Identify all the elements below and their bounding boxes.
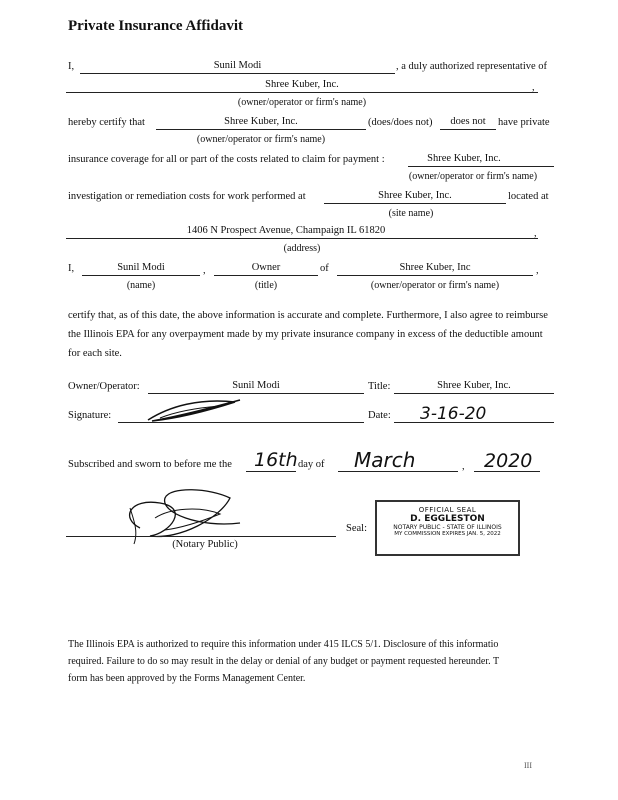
line3-caption: (owner/operator or firm's name) [196, 134, 326, 145]
sworn-day-of: day of [298, 459, 325, 470]
sworn-day-underline [246, 471, 296, 472]
sworn-day-handwritten[interactable]: 16th [254, 449, 298, 471]
notary-caption: (Notary Public) [172, 539, 238, 550]
date-handwritten[interactable]: 3-16-20 [420, 404, 487, 424]
owner-field[interactable]: Sunil Modi [232, 380, 280, 391]
line2-firm-field[interactable]: Shree Kuber, Inc. [265, 79, 339, 90]
line7-name-underline [82, 275, 200, 276]
notary-underline [66, 536, 336, 537]
title-label: Title: [368, 381, 391, 392]
line5-site-underline [324, 203, 506, 204]
owner-underline [148, 393, 364, 394]
line7-comma1: , [203, 265, 206, 276]
line5-caption: (site name) [388, 208, 434, 219]
date-label: Date: [368, 410, 391, 421]
line2-comma: , [532, 82, 535, 93]
line5-site-field[interactable]: Shree Kuber, Inc. [378, 190, 452, 201]
line3-does-field[interactable]: does not [450, 116, 486, 127]
line2-caption: (owner/operator or firm's name) [237, 97, 367, 108]
seal-line2: D. EGGLESTON [410, 514, 485, 524]
line2-underline [66, 92, 538, 93]
line7-title-underline [214, 275, 318, 276]
line7-name-caption: (name) [126, 280, 156, 291]
official-seal-stamp [375, 500, 520, 556]
line4-firm-underline [408, 166, 554, 167]
line7-lead: I, [68, 263, 75, 274]
line1-lead: I, [68, 61, 75, 72]
line6-comma: , [534, 228, 537, 239]
line3-firm-underline [156, 129, 366, 130]
sworn-month-handwritten[interactable]: March [354, 448, 416, 472]
line7-firm-underline [337, 275, 533, 276]
seal-line3: NOTARY PUBLIC - STATE OF ILLINOIS [393, 524, 502, 531]
footer-line3: form has been approved by the Forms Management Center. [68, 673, 306, 684]
line5-lead: investigation or remediation costs for work performed at [68, 191, 306, 202]
line7-comma2: , [536, 265, 539, 276]
line4-lead: insurance coverage for all or part of the costs related to claim for payment : [68, 154, 385, 165]
line7-title-caption: (title) [254, 280, 278, 291]
line3-does-underline [440, 129, 496, 130]
line3-trail: have private [498, 117, 550, 128]
sworn-lead: Subscribed and sworn to before me the [68, 459, 232, 470]
page-mark: III [524, 761, 532, 770]
footer-line1: The Illinois EPA is authorized to require this information under 415 ILCS 5/1. Disclosure of this informatio [68, 639, 499, 650]
page-title: Private Insurance Affidavit [68, 18, 243, 34]
line7-name-field[interactable]: Sunil Modi [117, 262, 165, 273]
sworn-year-handwritten[interactable]: 2020 [484, 450, 533, 472]
line4-caption: (owner/operator or firm's name) [408, 171, 538, 182]
title-underline [394, 393, 554, 394]
owner-signature-drawing [140, 396, 250, 426]
title-field[interactable]: Shree Kuber, Inc. [437, 380, 511, 391]
certify-paragraph: certify that, as of this date, the above information is accurate and complete. Furthermore, I also agree to reimburse the Illinois EPA for any overpayment made by my private insurance company in excess of the deductible amount for each site. [68, 310, 548, 359]
line6-underline [66, 238, 538, 239]
line7-of: of [320, 263, 329, 274]
footer-notice [68, 636, 558, 687]
sworn-comma: , [462, 461, 465, 472]
line3-firm-field[interactable]: Shree Kuber, Inc. [224, 116, 298, 127]
line7-firm-caption: (owner/operator or firm's name) [370, 280, 500, 291]
line3-does-label: (does/does not) [368, 117, 433, 128]
seal-label: Seal: [346, 523, 367, 534]
signature-label: Signature: [68, 410, 112, 421]
line3-lead: hereby certify that [68, 117, 145, 128]
line5-trail: located at [508, 191, 549, 202]
line6-caption: (address) [283, 243, 321, 254]
line7-title-field[interactable]: Owner [251, 262, 281, 273]
seal-line4: MY COMMISSION EXPIRES JAN. 5, 2022 [394, 531, 501, 537]
footer-line2: required. Failure to do so may result in the delay or denial of any budget or payment requested hereunder. T [68, 656, 500, 667]
line1-name-field[interactable]: Sunil Modi [213, 60, 262, 71]
notary-signature-drawing [110, 478, 250, 548]
seal-line1: OFFICIAL SEAL [418, 506, 477, 514]
line1-name-underline [80, 73, 395, 74]
line1-trail: , a duly authorized representative of [396, 61, 548, 72]
line7-firm-field[interactable]: Shree Kuber, Inc [399, 262, 471, 273]
owner-label: Owner/Operator: [68, 381, 140, 392]
line4-firm-field[interactable]: Shree Kuber, Inc. [427, 153, 501, 164]
line6-address-field[interactable]: 1406 N Prospect Avenue, Champaign IL 61820 [186, 225, 386, 236]
